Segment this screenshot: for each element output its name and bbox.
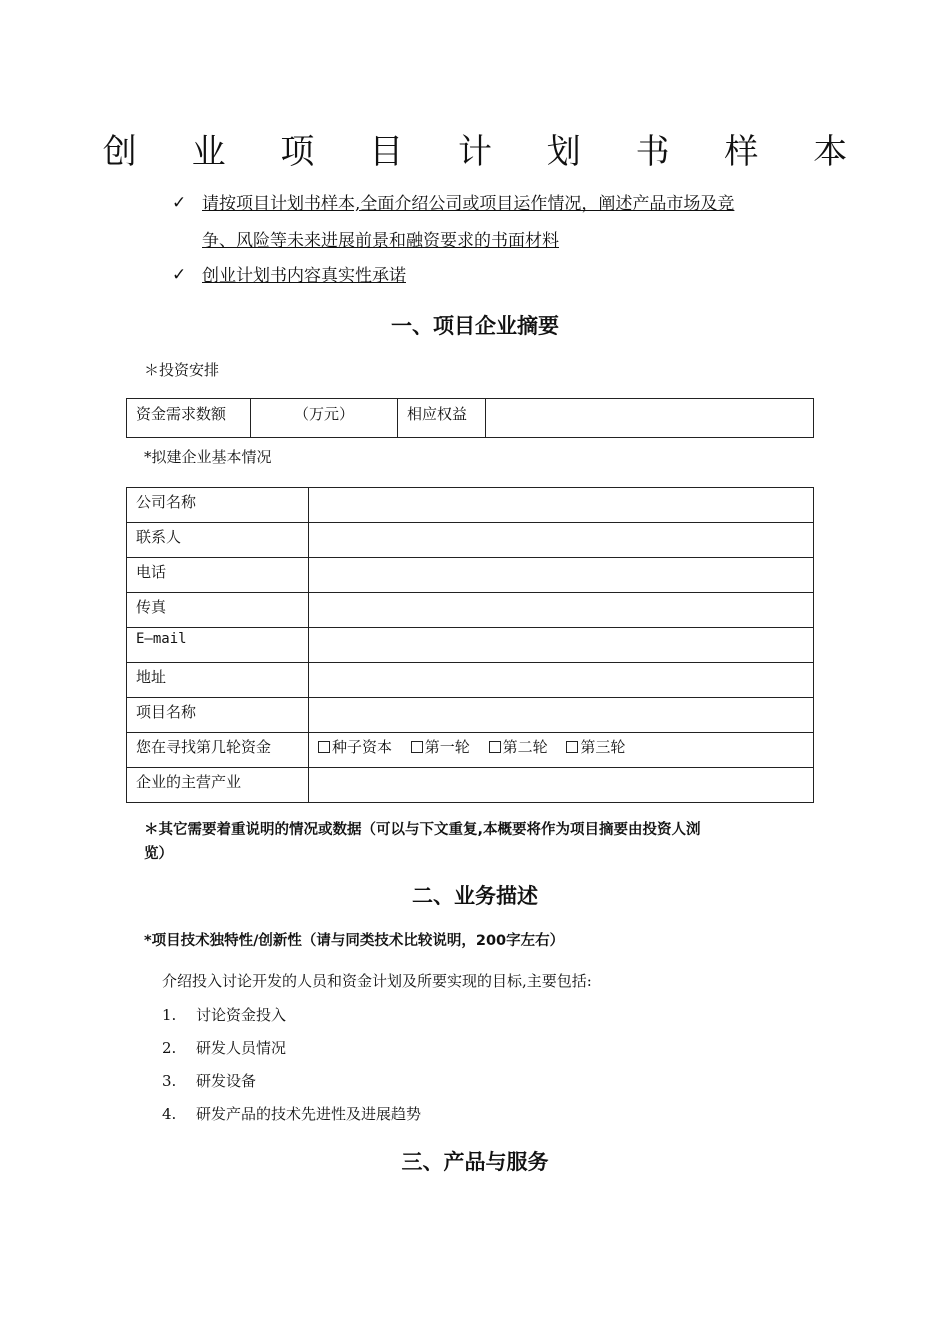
row-label: 传真: [127, 593, 309, 628]
table-row: [127, 593, 814, 628]
tech-uniqueness-label: *项目技术独特性/创新性（请与同类技术比较说明，200字左右）: [144, 933, 565, 949]
section-3-heading: 三、产品与服务: [401, 1150, 549, 1174]
main-industry-field[interactable]: [309, 768, 814, 803]
contact-field[interactable]: [309, 523, 814, 558]
other-note-line-2: 览）: [144, 846, 173, 862]
equity-value[interactable]: [486, 399, 814, 438]
company-info-label: *拟建企业基本情况: [144, 448, 272, 466]
table-row: [127, 558, 814, 593]
note-2: 创业计划书内容真实性承诺: [202, 266, 406, 286]
checkbox-icon[interactable]: [411, 741, 423, 753]
check-icon: ✓: [172, 265, 187, 285]
table-row: [127, 768, 814, 803]
fax-field[interactable]: [309, 593, 814, 628]
funding-option-round-2[interactable]: 第二轮: [489, 736, 548, 757]
address-field[interactable]: [309, 663, 814, 698]
investment-table: [126, 398, 814, 438]
checkbox-icon[interactable]: [566, 741, 578, 753]
funding-option-seed[interactable]: 种子资本: [318, 736, 392, 757]
list-item: 4. 研发产品的技术先进性及进展趋势: [162, 1105, 422, 1123]
row-label: 电话: [127, 558, 309, 593]
row-label: 企业的主营产业: [127, 768, 309, 803]
row-label: 项目名称: [127, 698, 309, 733]
equity-label: 相应权益: [398, 399, 486, 438]
funding-option-round-1[interactable]: 第一轮: [411, 736, 470, 757]
list-item: 3. 研发设备: [162, 1072, 257, 1090]
table-row: [127, 488, 814, 523]
section-1-heading: 一、项目企业摘要: [391, 314, 559, 338]
row-label: 您在寻找第几轮资金: [127, 733, 309, 768]
check-icon: ✓: [172, 193, 187, 213]
row-label: E—mail: [127, 628, 309, 663]
funding-amount-label: 资金需求数额: [127, 399, 251, 438]
funding-round-options: [309, 733, 814, 768]
project-name-field[interactable]: [309, 698, 814, 733]
table-row: [127, 733, 814, 768]
other-note-line-1: ＊其它需要着重说明的情况或数据（可以与下文重复,本概要将作为项目摘要由投资人浏: [144, 822, 701, 838]
phone-field[interactable]: [309, 558, 814, 593]
checkbox-icon[interactable]: [318, 741, 330, 753]
checkbox-icon[interactable]: [489, 741, 501, 753]
section-2-heading: 二、业务描述: [412, 884, 538, 908]
funding-amount-unit[interactable]: （万元）: [251, 399, 398, 438]
row-label: 地址: [127, 663, 309, 698]
investment-label: ＊投资安排: [144, 361, 220, 379]
email-field[interactable]: [309, 628, 814, 663]
list-item: 2. 研发人员情况: [162, 1039, 287, 1057]
company-info-table: [126, 487, 814, 803]
row-label: 公司名称: [127, 488, 309, 523]
table-row: [127, 698, 814, 733]
table-row: [127, 523, 814, 558]
note-1-line-2: 争、风险等未来进展前景和融资要求的书面材料: [202, 231, 559, 251]
table-row: [127, 663, 814, 698]
funding-option-round-3[interactable]: 第三轮: [566, 736, 625, 757]
document-title: 创 业 项 目 计 划 书 样 本: [102, 132, 870, 172]
company-name-field[interactable]: [309, 488, 814, 523]
table-row: [127, 628, 814, 663]
row-label: 联系人: [127, 523, 309, 558]
note-1-line-1: 请按项目计划书样本,全面介绍公司或项目运作情况，阐述产品市场及竞: [202, 194, 735, 214]
rd-intro: 介绍投入讨论开发的人员和资金计划及所要实现的目标,主要包括:: [162, 972, 592, 990]
list-item: 1. 讨论资金投入: [162, 1006, 287, 1024]
